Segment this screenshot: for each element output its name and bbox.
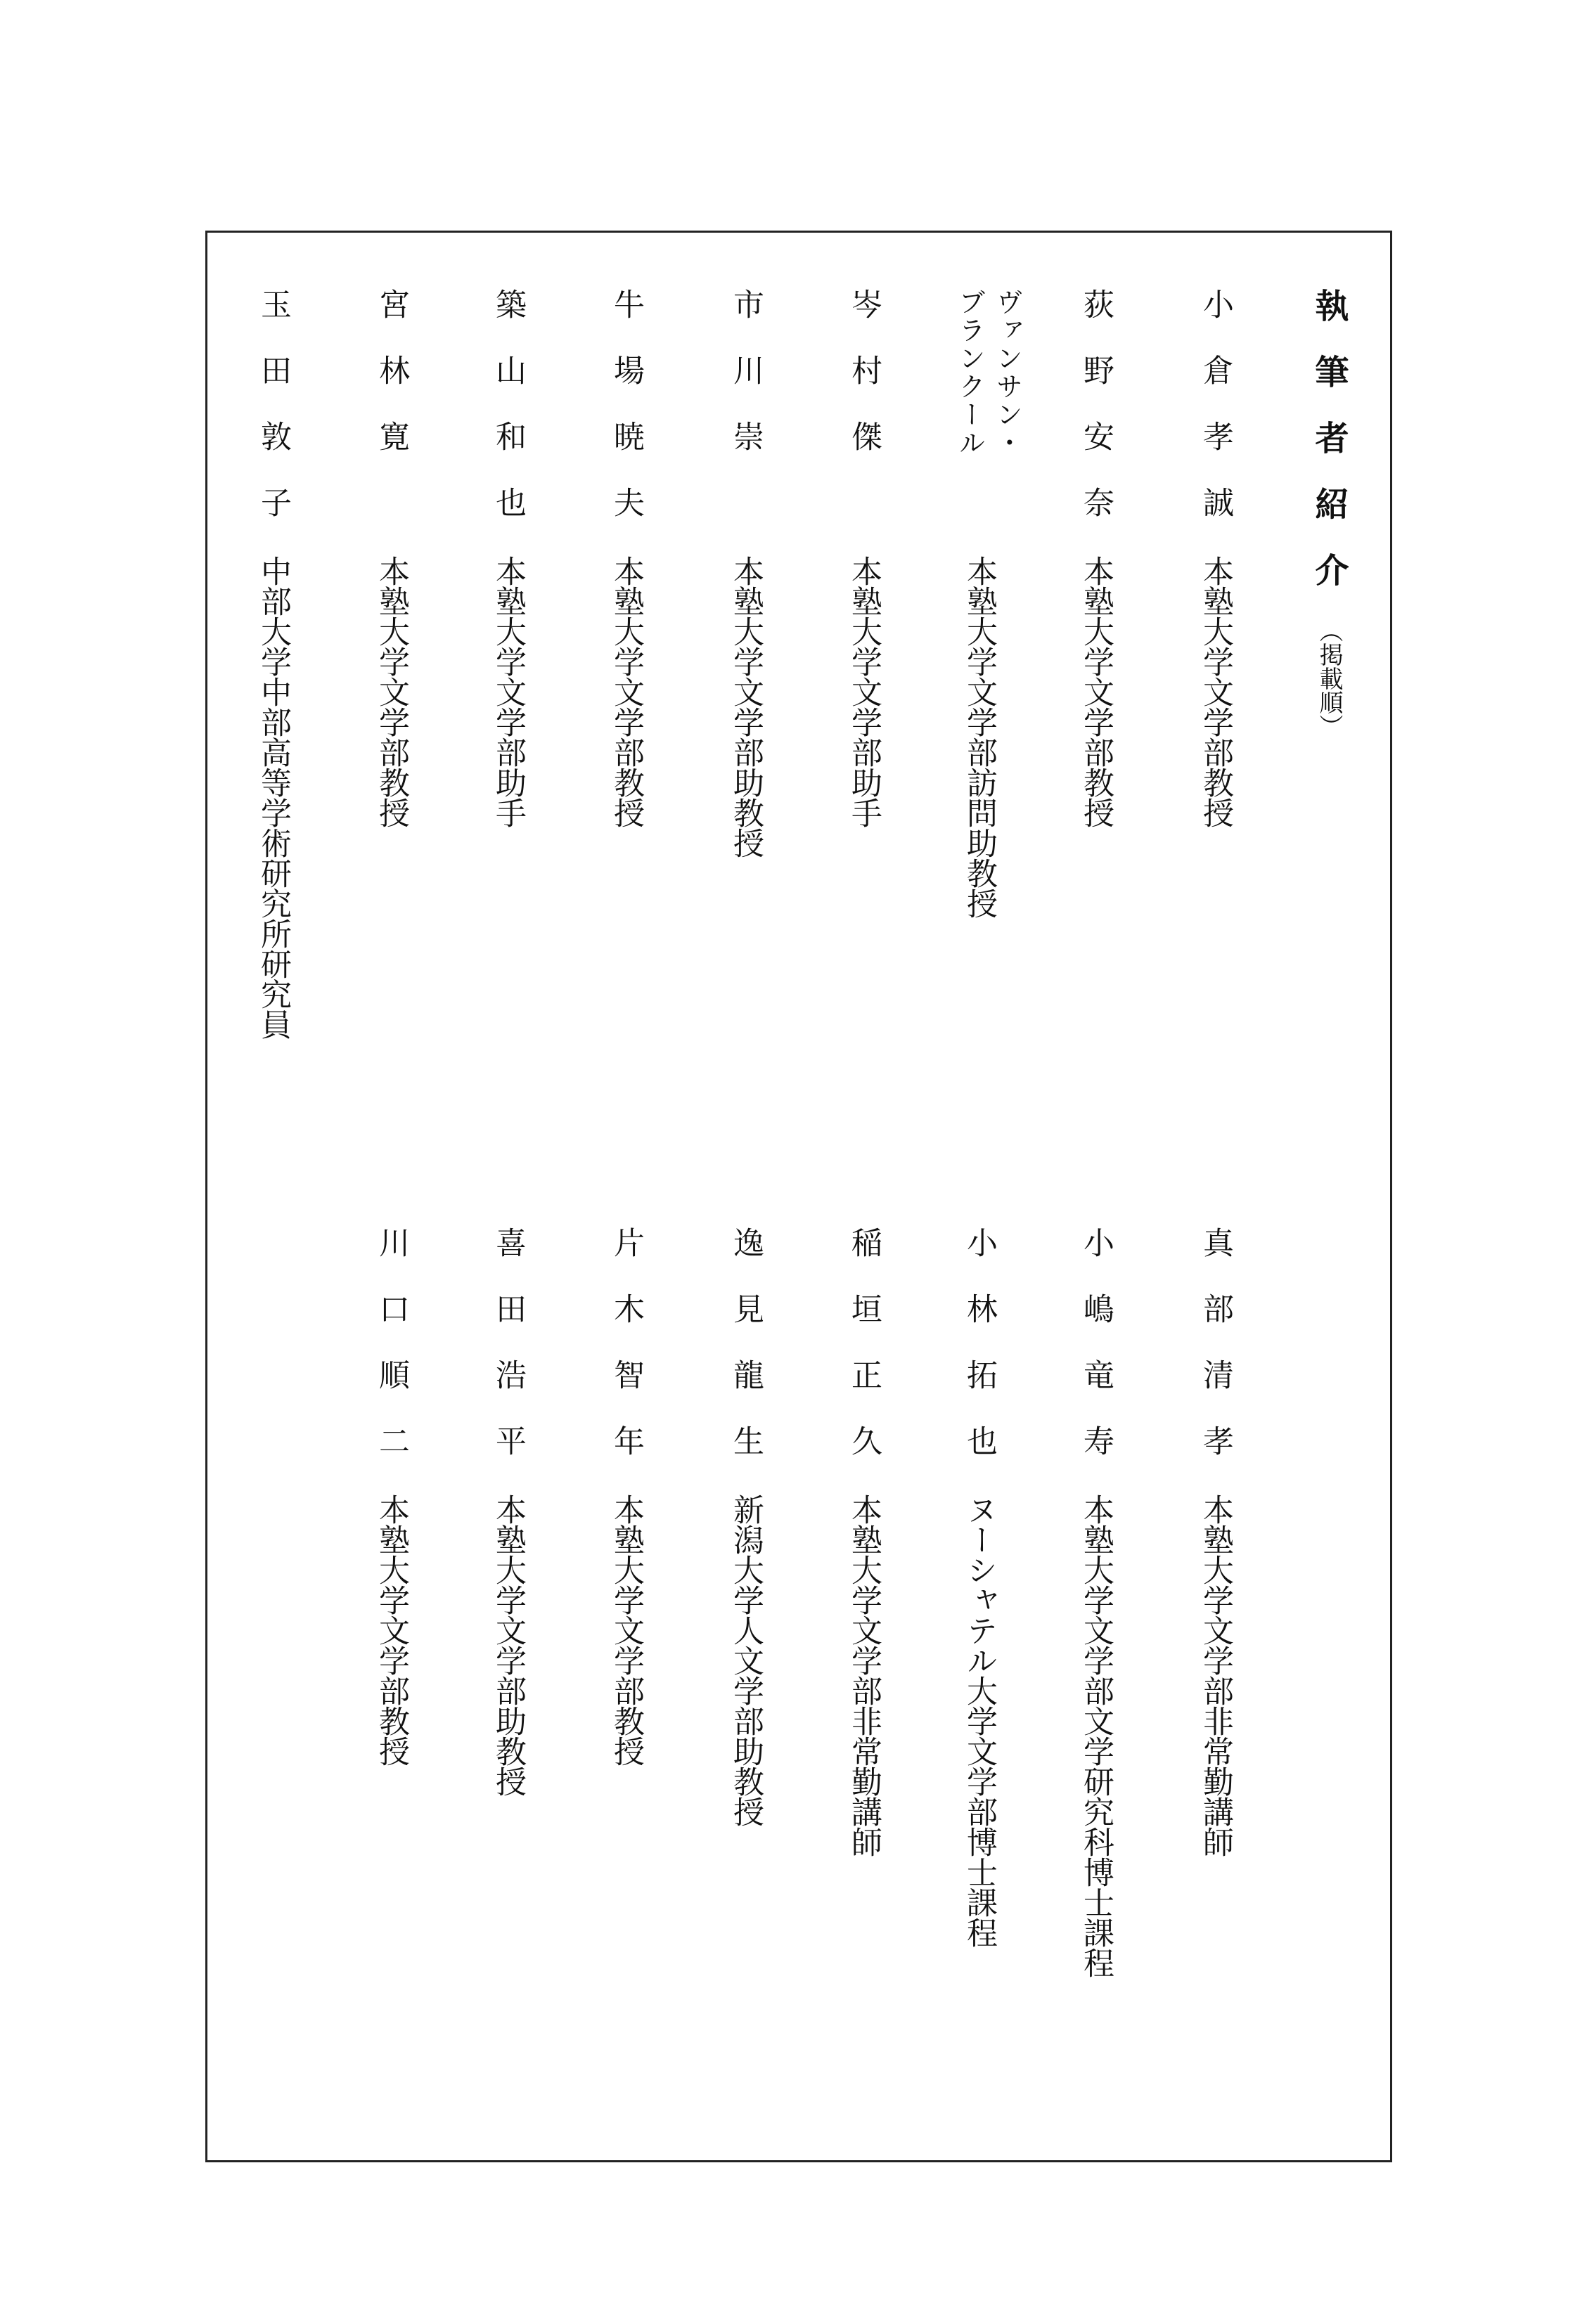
top-affiliation-1: 本塾大学文学部教授 bbox=[1197, 555, 1233, 827]
top-affiliation-3: 本塾大学文学部訪問助教授 bbox=[961, 555, 997, 918]
top-name-5: 市川崇 bbox=[728, 288, 764, 486]
top-affiliation-5: 本塾大学文学部助教授 bbox=[728, 555, 764, 858]
bottom-affiliation-3: ヌーシャテル大学文学部博士課程 bbox=[961, 1494, 997, 1947]
top-name-8: 宮林寛 bbox=[373, 288, 409, 486]
bottom-affiliation-1: 本塾大学文学部非常勤講師 bbox=[1197, 1494, 1233, 1857]
title-note: （掲載順） bbox=[1315, 619, 1343, 738]
top-name-4: 岑村傑 bbox=[846, 288, 882, 486]
top-name-2: 荻野安奈 bbox=[1078, 288, 1114, 553]
bottom-name-6: 片木智年 bbox=[608, 1227, 644, 1491]
bottom-affiliation-4: 本塾大学文学部非常勤講師 bbox=[846, 1494, 882, 1857]
top-affiliation-9: 中部大学中部高等学術研究所研究員 bbox=[255, 555, 291, 1039]
bottom-affiliation-7: 本塾大学文学部助教授 bbox=[490, 1494, 526, 1796]
bottom-name-1: 真部清孝 bbox=[1197, 1227, 1233, 1491]
bottom-name-8: 川口順二 bbox=[373, 1227, 409, 1491]
bottom-affiliation-2: 本塾大学文学部文学研究科博士課程 bbox=[1078, 1494, 1114, 1977]
top-affiliation-8: 本塾大学文学部教授 bbox=[373, 555, 409, 827]
bottom-name-4: 稲垣正久 bbox=[846, 1227, 882, 1491]
bottom-affiliation-5: 新潟大学人文学部助教授 bbox=[728, 1494, 764, 1826]
top-affiliation-4: 本塾大学文学部助手 bbox=[846, 555, 882, 827]
page-title bbox=[1309, 288, 1349, 738]
bottom-name-5: 逸見龍生 bbox=[728, 1227, 764, 1491]
title-text: 執筆者紹介 bbox=[1309, 288, 1349, 619]
bottom-name-2: 小嶋竜寿 bbox=[1078, 1227, 1114, 1491]
bottom-name-7: 喜田浩平 bbox=[490, 1227, 526, 1491]
bottom-name-3: 小林拓也 bbox=[961, 1227, 997, 1491]
bottom-affiliation-8: 本塾大学文学部教授 bbox=[373, 1494, 409, 1766]
top-name-1: 小倉孝誠 bbox=[1197, 288, 1233, 553]
top-name-9: 玉田敦子 bbox=[255, 288, 291, 553]
top-name-7: 築山和也 bbox=[490, 288, 526, 553]
bottom-affiliation-6: 本塾大学文学部教授 bbox=[608, 1494, 644, 1766]
top-name-6: 牛場暁夫 bbox=[608, 288, 644, 553]
top-affiliation-7: 本塾大学文学部助手 bbox=[490, 555, 526, 827]
top-affiliation-6: 本塾大学文学部教授 bbox=[608, 555, 644, 827]
top-name-3: ヴァンサン・ ブランクール bbox=[954, 288, 1023, 457]
top-affiliation-2: 本塾大学文学部教授 bbox=[1078, 555, 1114, 827]
